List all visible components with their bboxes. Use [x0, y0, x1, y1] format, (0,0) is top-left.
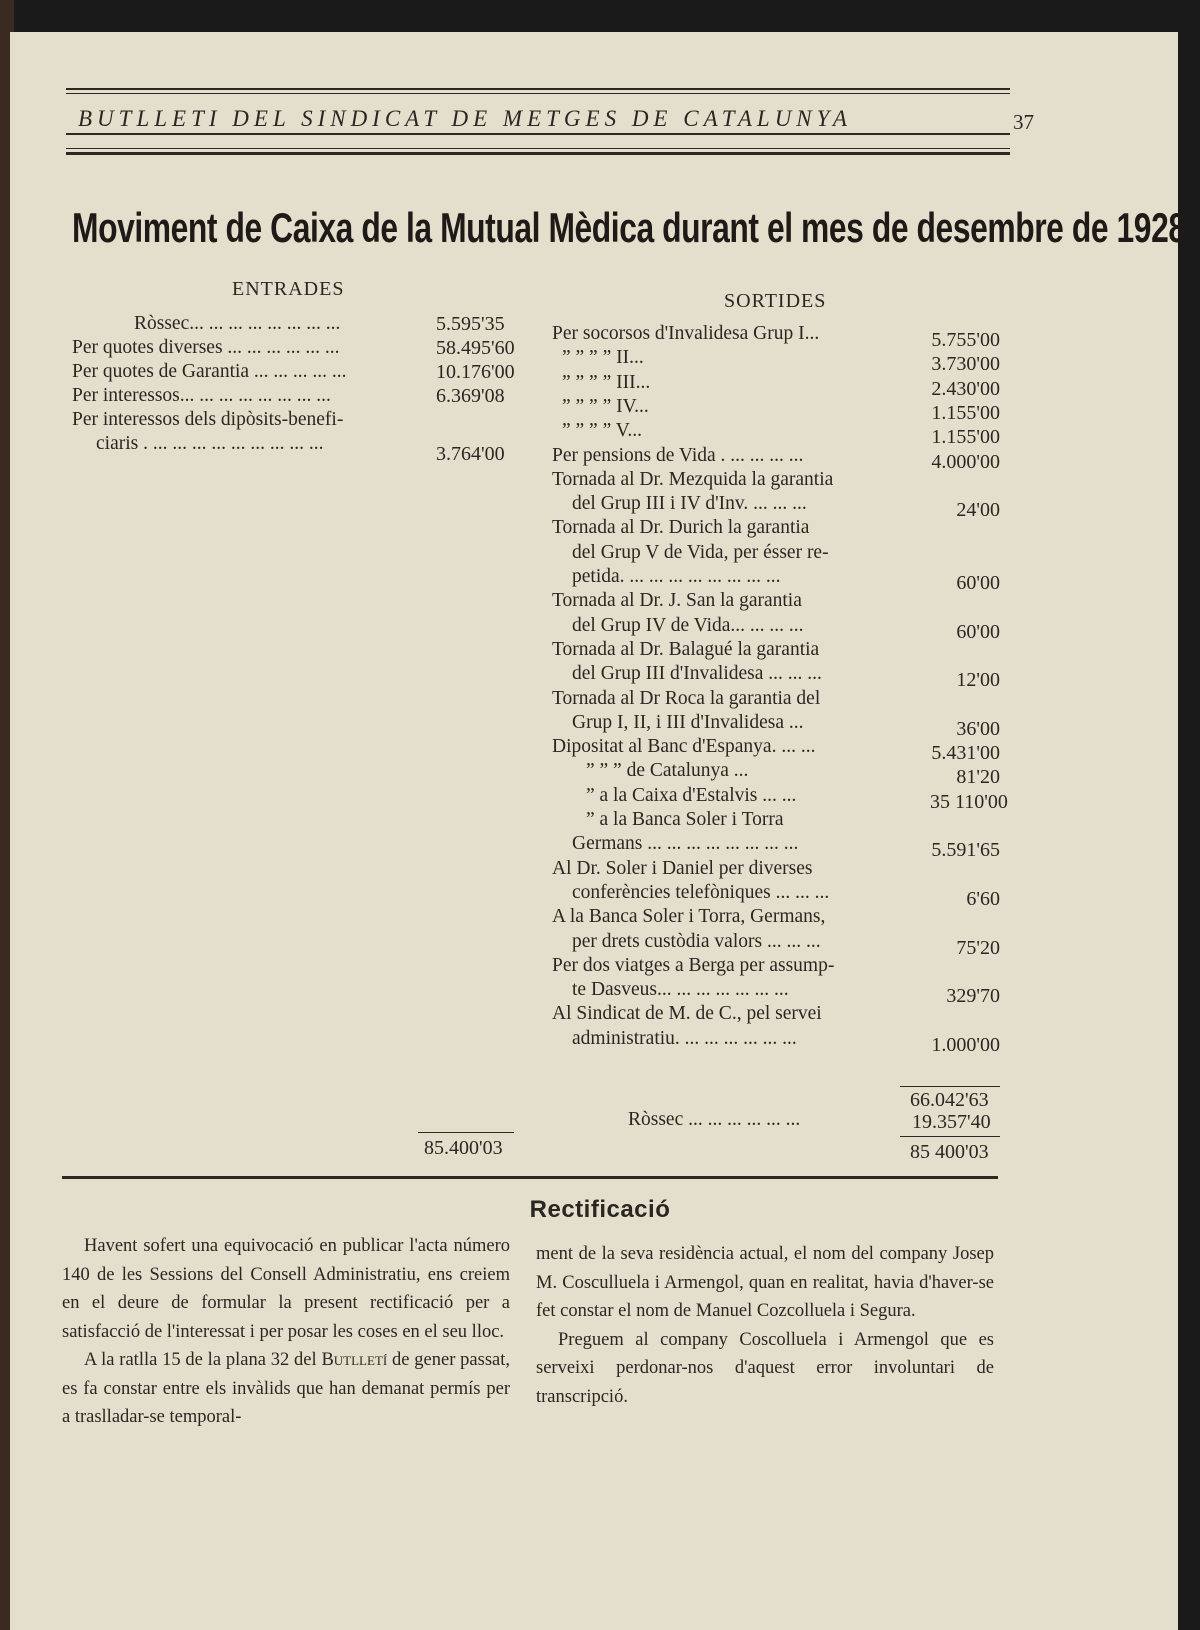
- entrades-row-amount: 3.764'00: [436, 443, 505, 465]
- sortides-row-line: Grup I, II, i III d'Invalidesa ...: [572, 711, 804, 733]
- sortides-row-line: del Grup IV de Vida... ... ... ...: [572, 614, 804, 636]
- section-separator: [62, 1176, 998, 1179]
- sortides-row-amount: 75'20: [956, 936, 1000, 959]
- sortides-row-amount: 3.730'00: [931, 353, 1000, 376]
- sortides-rossec-label: Ròssec ... ... ... ... ... ...: [628, 1109, 801, 1130]
- entrades-row-amount: 6.369'08: [436, 385, 505, 407]
- sortides-row-amount: 36'00: [956, 717, 1000, 740]
- sortides-row-line: Al Sindicat de M. de C., pel servei: [552, 1003, 822, 1025]
- entrades-heading: ENTRADES: [232, 278, 345, 300]
- entrades-row-label: ciaris . ... ... ... ... ... ... ... ... ...: [96, 433, 324, 454]
- sortides-row-line: Tornada al Dr. Durich la garantia: [552, 517, 810, 539]
- sortides-row-amount: 2.430'00: [931, 377, 1000, 400]
- sortides-row-line: petida. ... ... ... ... ... ... ... ...: [572, 566, 781, 587]
- sortides-row-amount: 1.155'00: [931, 426, 1000, 449]
- entrades-row-label: Per interessos... ... ... ... ... ... ... ...: [72, 385, 331, 406]
- sortides-row-line: conferències telefòniques ... ... ...: [572, 881, 830, 903]
- sortides-row-line: del Grup III d'Invalidesa ... ... ...: [572, 663, 822, 685]
- sortides-row-amount: 4.000'00: [931, 450, 1000, 473]
- sortides-row-line: Dipositat al Banc d'Espanya. ... ...: [552, 736, 816, 758]
- journal-title: BUTLLETI DEL SINDICAT DE METGES DE CATALUNYA: [78, 106, 852, 131]
- rectificacio-title: Rectificació: [529, 1196, 671, 1223]
- sortides-total-rule: [900, 1136, 1000, 1137]
- sortides-row-line: Tornada al Dr Roca la garantia del: [552, 687, 821, 709]
- sortides-row-line: Per dos viatges a Berga per assump-: [552, 954, 835, 976]
- sortides-row-line: Per socorsos d'Invalidesa Grup I...: [552, 323, 820, 344]
- sortides-row-line: per drets custòdia valors ... ... ...: [572, 930, 821, 952]
- sortides-row-line: del Grup V de Vida, per ésser re-: [572, 541, 829, 563]
- rectificacio-col-2: [536, 1240, 994, 1411]
- sortides-row-amount: 12'00: [956, 669, 1000, 692]
- sortides-row-line: Per pensions de Vida . ... ... ... ...: [552, 444, 804, 466]
- sortides-total: 85 400'03: [910, 1141, 989, 1163]
- sortides-row-amount: 329'70: [946, 985, 1000, 1008]
- sortides-row-amount: 81'20: [956, 766, 1000, 789]
- entrades-row-label: Ròssec... ... ... ... ... ... ... ...: [134, 313, 341, 334]
- sortides-row-line: te Dasveus... ... ... ... ... ... ...: [572, 979, 789, 1001]
- entrades-row-amount: 5.595'35: [436, 313, 505, 335]
- sortides-row-amount: 6'60: [966, 887, 1000, 910]
- entrades-total-rule: [418, 1132, 514, 1133]
- sortides-row-amount: 5.755'00: [931, 329, 1000, 351]
- sortides-row-amount: 60'00: [956, 620, 1000, 643]
- entrades-total: 85.400'03: [424, 1137, 503, 1159]
- sortides-row-line: ” ” ” de Catalunya ...: [586, 760, 749, 782]
- rectificacio-col-1: [62, 1232, 510, 1432]
- sortides-subtotal: 66.042'63: [910, 1089, 989, 1111]
- sortides-heading: SORTIDES: [724, 290, 827, 312]
- sortides-row-amount: 35 110'00: [930, 790, 1008, 813]
- entrades-row-amount: 10.176'00: [436, 361, 515, 383]
- sortides-subtotal-rule: [900, 1086, 1000, 1087]
- sortides-row-line: ” ” ” ” II...: [562, 347, 644, 369]
- sortides-row-line: ” ” ” ” V...: [562, 420, 642, 442]
- rectificacio-paragraph-4: Preguem al company Coscolluela i Armengol que es serveixi perdonar-nos d'aquest error involuntari de transcripció.: [536, 1329, 994, 1407]
- sortides-row-amount: 60'00: [956, 572, 1000, 594]
- sortides-row-amount: 5.431'00: [931, 742, 1000, 765]
- sortides-row-line: A la Banca Soler i Torra, Germans,: [552, 906, 826, 928]
- entrades-row-amount: 58.495'60: [436, 337, 515, 359]
- sortides-row-line: del Grup III i IV d'Inv. ... ... ...: [572, 493, 807, 515]
- rectificacio-paragraph-3: ment de la seva residència actual, el nom del company Josep M. Cosculluela i Armengol, quan en realitat, havia d'haver-se fet constar el nom de Manuel Cozcolluela i Segura.: [536, 1244, 994, 1321]
- rectificacio-paragraph-2: A la ratlla 15 de la plana 32 del Butlletí de gener passat, es fa constar entre els invàlids que han demanat permís per a traslladar-se temporal-: [62, 1350, 511, 1427]
- sortides-row-line: ” a la Banca Soler i Torra: [586, 809, 784, 830]
- sortides-row-line: Germans ... ... ... ... ... ... ... ...: [572, 833, 799, 855]
- sortides-row-amount: 24'00: [956, 499, 1000, 522]
- sortides-row-amount: 1.000'00: [931, 1033, 1000, 1056]
- entrades-row-label: Per interessos dels dipòsits-benefi-: [72, 409, 344, 430]
- sortides-row-line: ” ” ” ” IV...: [562, 395, 649, 417]
- entrades-row-label: Per quotes de Garantia ... ... ... ... ...: [72, 361, 347, 382]
- sortides-row-line: Tornada al Dr. Balagué la garantia: [552, 638, 820, 660]
- entrades-row-label: Per quotes diverses ... ... ... ... ... ...: [72, 337, 340, 358]
- rectificacio-paragraph-1: Havent sofert una equivocació en publicar l'acta número 140 de les Sessions del Consell Administratiu, ens creiem en el deure de formular la present rectificació per a satisfacció de l'interessat i per posar les coses en el seu lloc.: [62, 1236, 510, 1342]
- sortides-row-amount: 1.155'00: [931, 401, 1000, 424]
- page-title: Moviment de Caixa de la Mutual Mèdica durant el mes de desembre de 1928: [72, 205, 1186, 251]
- sortides-row-line: administratiu. ... ... ... ... ... ...: [572, 1027, 797, 1049]
- sortides-rossec-amount: 19.357'40: [912, 1111, 991, 1133]
- sortides-row-amount: 5.591'65: [931, 839, 1000, 862]
- sortides-row-line: Tornada al Dr. J. San la garantia: [552, 590, 802, 612]
- sortides-row-line: Al Dr. Soler i Daniel per diverses: [552, 857, 813, 879]
- sortides-row-line: ” a la Caixa d'Estalvis ... ...: [586, 784, 797, 806]
- running-head: [78, 106, 1034, 134]
- sortides-row-line: Tornada al Dr. Mezquida la garantia: [552, 468, 834, 490]
- page-number: 37: [1013, 110, 1034, 134]
- sortides-row-line: ” ” ” ” III...: [562, 371, 651, 393]
